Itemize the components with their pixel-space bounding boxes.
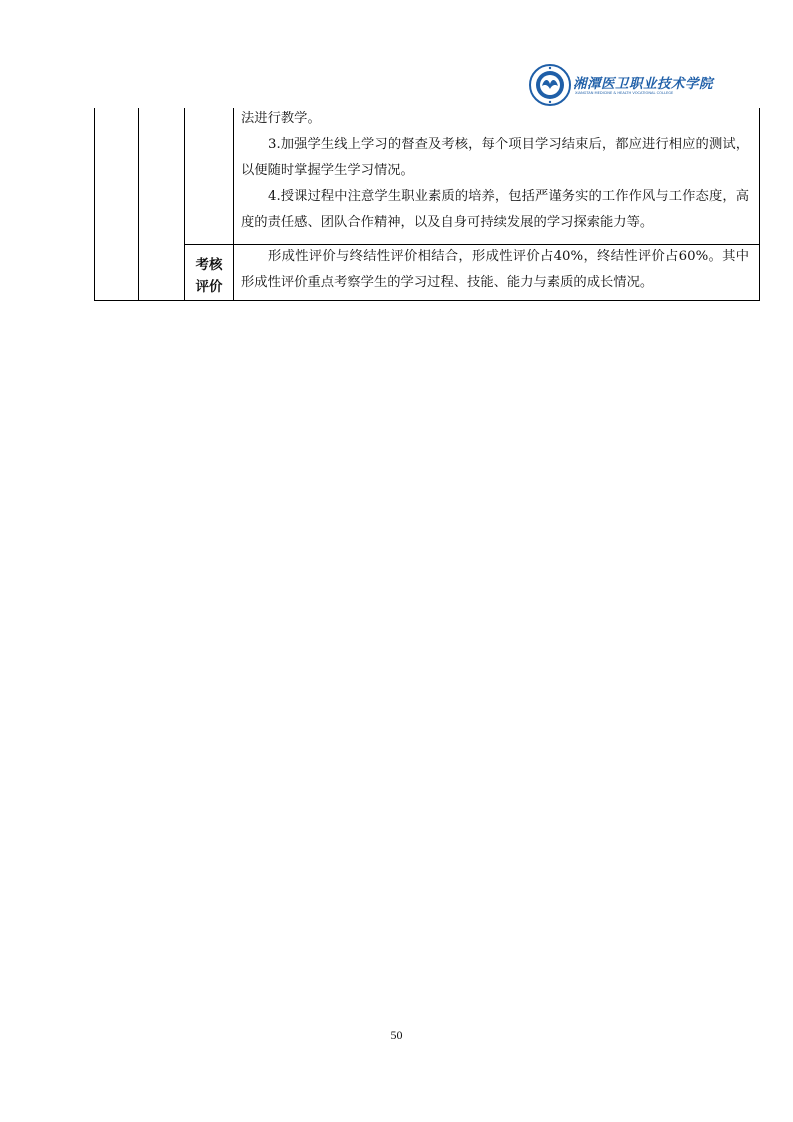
- assessment-label-line1: 考核: [195, 257, 223, 273]
- page-number: 50: [390, 1028, 403, 1042]
- college-english-name: XIANGTAN MEDICINE & HEALTH VOCATIONAL COLLEGE: [575, 91, 674, 95]
- assessment-text: 形成性评价与终结性评价相结合，形成性评价占40%，终结性评价占60%。其中形成性评价重点考察学生的学习过程、技能、能力与素质的成长情况。: [241, 249, 749, 290]
- method-item-4: 4.授课过程中注意学生职业素质的培养，包括严谨务实的工作作风与工作态度，高度的责任感、团队合作精神，以及自身可持续发展的学习探索能力等。: [241, 189, 749, 230]
- assessment-cell: [241, 244, 749, 296]
- teaching-method-cell: [241, 106, 749, 236]
- assessment-label: [186, 252, 232, 300]
- method-item-3: 3.加强学生线上学习的督查及考核，每个项目学习结束后，都应进行相应的测试，以便随时掌握学生学习情况。: [241, 137, 749, 178]
- method-continued-text: 法进行教学。: [241, 111, 321, 126]
- college-name: 湘潭医卫职业技术学院: [573, 76, 713, 92]
- assessment-label-line2: 评价: [195, 279, 223, 295]
